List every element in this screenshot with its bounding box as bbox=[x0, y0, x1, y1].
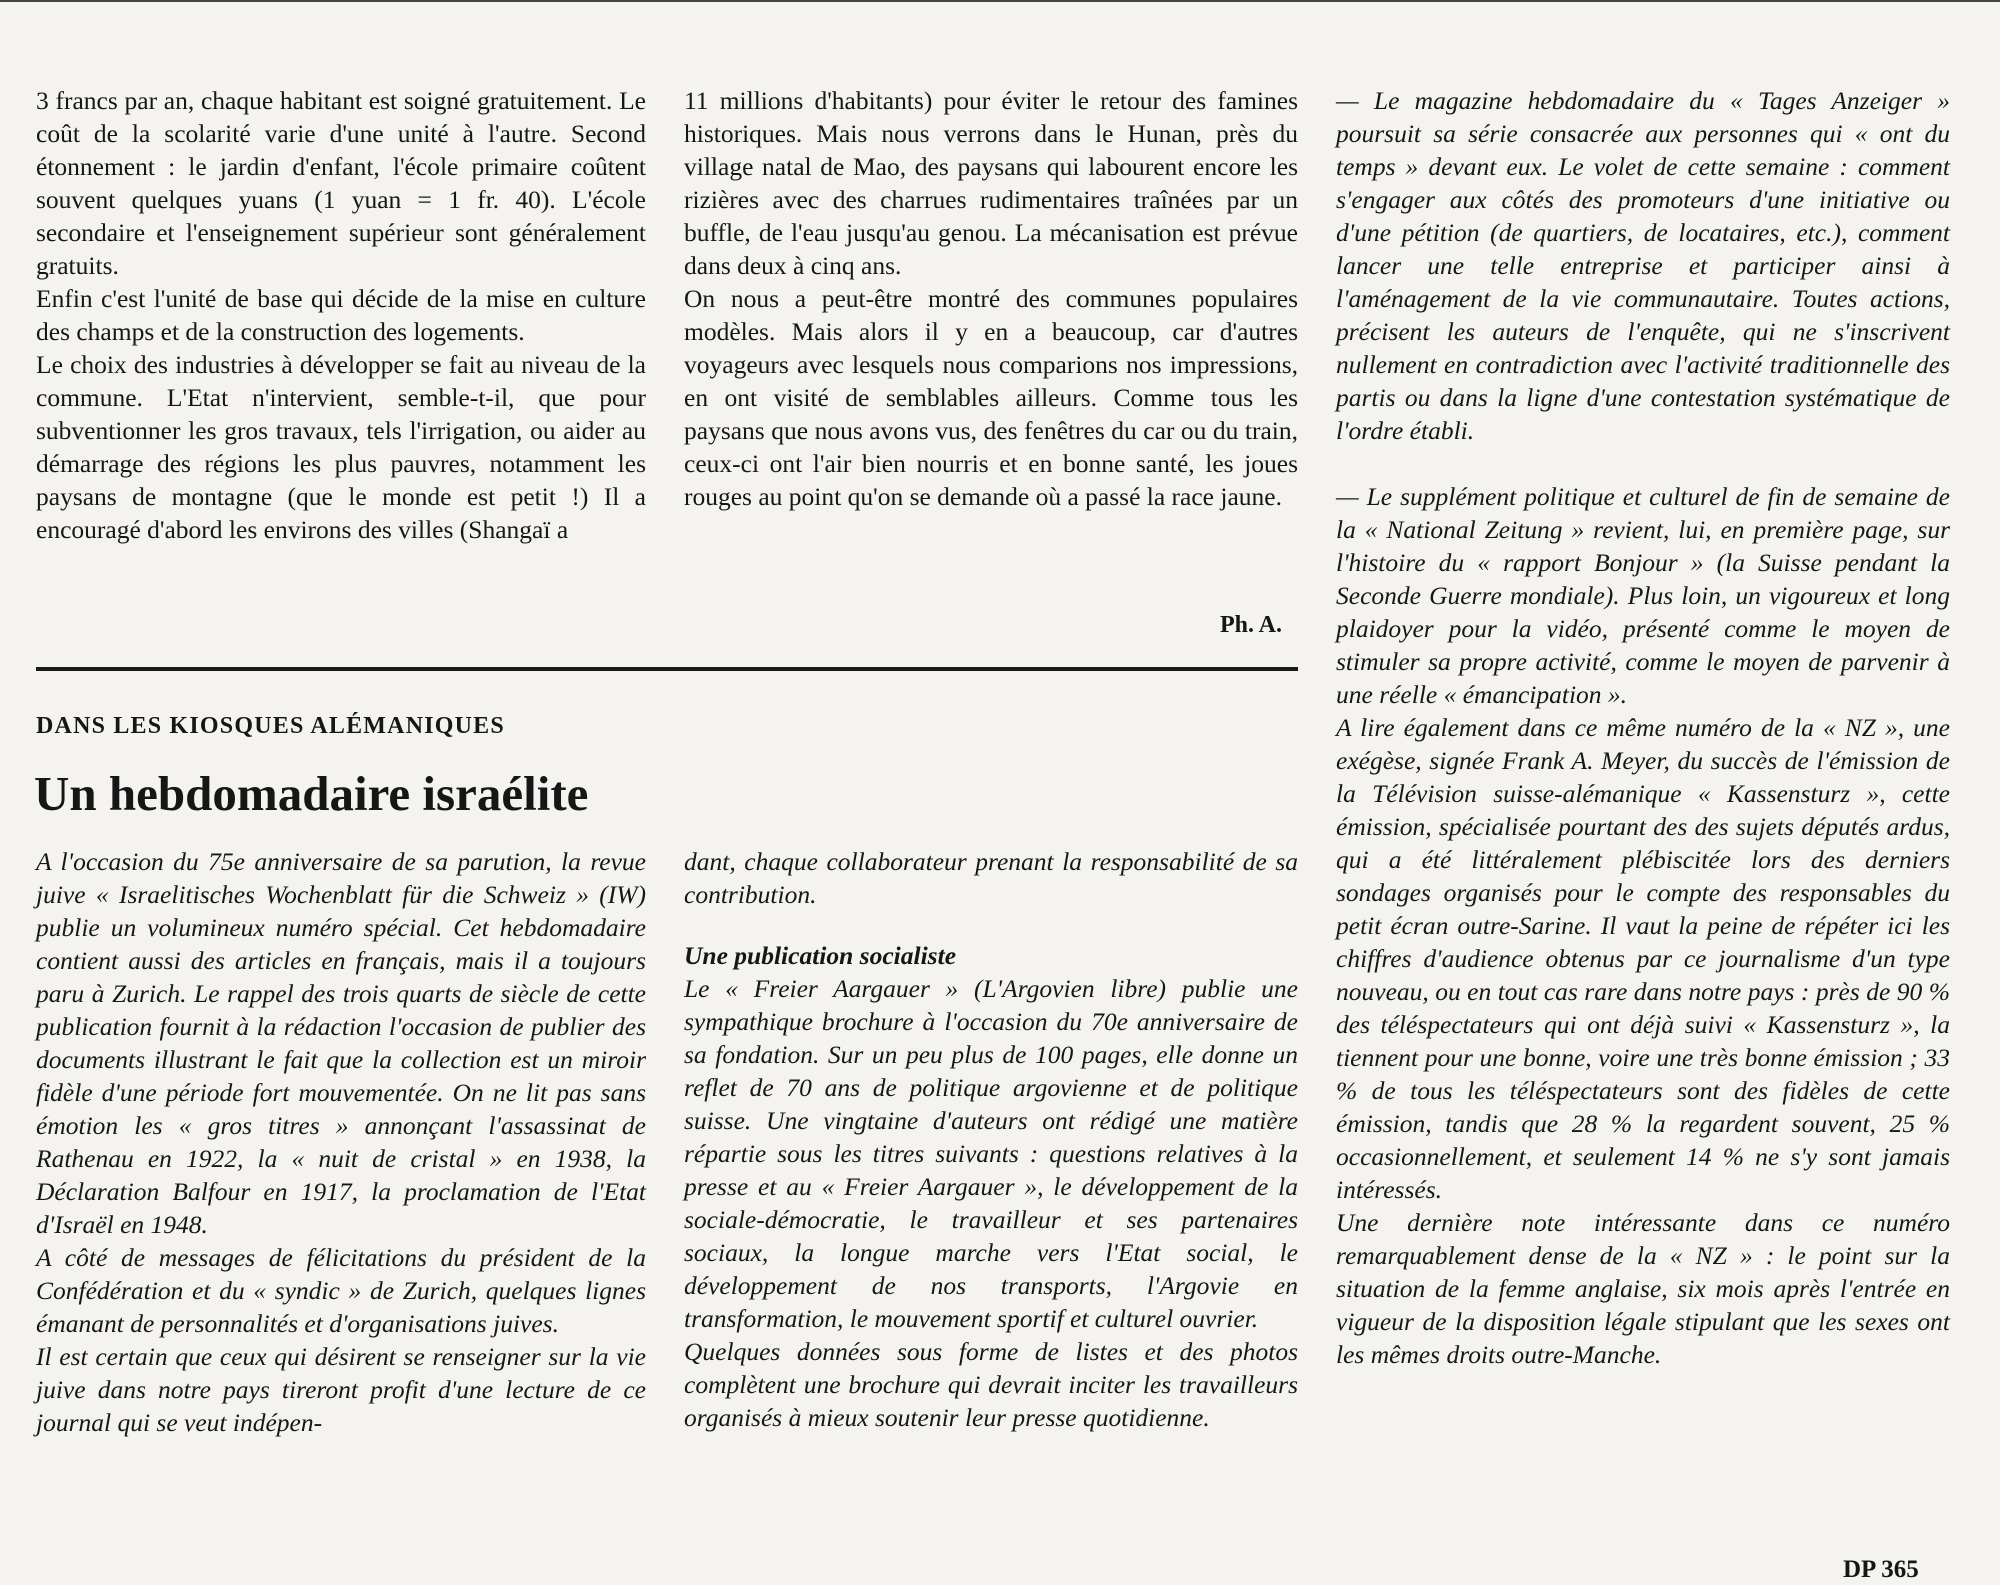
paragraph: Le « Freier Aargauer » (L'Argovien libre) publie une sympathique brochure à l'occasion du 70e anniversaire de sa fondation. Sur un peu plus de 100 pages, elle donne un reflet de 70 ans de politique argovienne et de politique suisse. Une vingtaine d'auteurs ont rédigé une matière répartie sous les titres suivants : questions relatives à la presse et au « Freier Aargauer », le développement de la sociale-démocratie, le travailleur et ses partenaires sociaux, la longue marche vers l'Etat social, le développement de nos transports, l'Argovie en transformation, le mouvement sportif et culturel ouvrier. bbox=[684, 974, 1298, 1333]
paragraph: 11 millions d'habitants) pour éviter le retour des famines historiques. Mais nous verrons dans le Hunan, près du village natal de Mao, des paysans qui labourent encore les rizières avec des charrues rudimentaires traînées par un buffle, de l'eau jusqu'au genou. La mécanisation est prévue dans deux à cinq ans. bbox=[684, 86, 1298, 280]
article2-column-middle bbox=[684, 845, 1298, 1434]
section-kicker: DANS LES KIOSQUES ALÉMANIQUES bbox=[36, 713, 505, 739]
paragraph: A côté de messages de félicitations du président de la Confédération et du « syndic » de Zurich, quelques lignes émanant de personnalités et d'organisations juives. bbox=[36, 1243, 646, 1338]
top-rule bbox=[0, 0, 2000, 2]
paragraph: Il est certain que ceux qui désirent se renseigner sur la vie juive dans notre pays tireront profit d'une lecture de ce journal qui se veut indépen- bbox=[36, 1342, 646, 1437]
paragraph: A l'occasion du 75e anniversaire de sa parution, la revue juive « Israelitisches Wochenblatt für die Schweiz » (IW) publie un volumineux numéro spécial. Cet hebdomadaire contient aussi des articles en français, mais il a toujours paru à Zurich. Le rappel des trois quarts de siècle de cette publication fournit à la rédaction l'occasion de publier des documents illustrant le fait que la collection est un miroir fidèle d'une période fort mouvementée. On ne lit pas sans émotion les « gros titres » annonçant l'assassinat de Rathenau en 1922, la « nuit de cristal » en 1938, la Déclaration Balfour en 1917, la proclamation de l'Etat d'Israël en 1948. bbox=[36, 847, 646, 1239]
author-signature: Ph. A. bbox=[1220, 612, 1283, 638]
paragraph: On nous a peut-être montré des communes populaires modèles. Mais alors il y en a beaucoup, car d'autres voyageurs avec lesquels nous comparions nos impressions, en ont visité de semblables ailleurs. Comme tous les paysans que nous avons vus, des fenêtres du car ou du train, ceux-ci ont l'air bien nourris et en bonne santé, les joues rouges au point qu'on se demande où a passé la race jaune. bbox=[684, 284, 1298, 511]
paragraph: Une dernière note intéressante dans ce numéro remarquablement dense de la « NZ » : le point sur la situation de la femme anglaise, six mois après l'entrée en vigueur de la disposition légale stipulant que les sexes ont les mêmes droits outre-Manche. bbox=[1336, 1208, 1950, 1369]
paragraph: Enfin c'est l'unité de base qui décide de la mise en culture des champs et de la construction des logements. bbox=[36, 284, 646, 346]
paragraph: A lire également dans ce même numéro de la « NZ », une exégèse, signée Frank A. Meyer, du succès de l'émission de la Télévision suisse-alémanique « Kassensturz », cette émission, spécialisée pourtant des des sujets députés ardus, qui a été littéralement plébiscitée lors des derniers sondages organisés pour le compte des responsables du petit écran outre-Sarine. Il vaut la peine de répéter ici les chiffres d'audience obtenus par ce journalisme d'un type nouveau, ou en tout cas rare dans notre pays : près de 90 % des téléspectateurs qui ont déjà suivi « Kassensturz », la tiennent pour une bonne, voire une très bonne émission ; 33 % de tous les téléspectateurs sont des fidèles de cette émission, tandis que 28 % la regardent souvent, 25 % occasionnellement, et seulement 14 % ne s'y sont jamais intéressés. bbox=[1336, 713, 1950, 1204]
paragraph: dant, chaque collaborateur prenant la responsabilité de sa contribution. bbox=[684, 847, 1298, 909]
paragraph: 3 francs par an, chaque habitant est soigné gratuitement. Le coût de la scolarité varie d'une unité à l'autre. Second étonnement : le jardin d'enfant, l'école primaire coûtent souvent quelques yuans (1 yuan = 1 fr. 40). L'école secondaire et l'enseignement supérieur sont généralement gratuits. bbox=[36, 86, 646, 280]
article1-column-left bbox=[36, 84, 646, 546]
article1-column-middle bbox=[684, 84, 1298, 513]
subheading: Une publication socialiste bbox=[684, 941, 957, 970]
page-number: DP 365 bbox=[1843, 1556, 1919, 1583]
paragraph: — Le magazine hebdomadaire du « Tages Anzeiger » poursuit sa série consacrée aux personnes qui « ont du temps » devant eux. Le volet de cette semaine : comment s'engager aux côtés des promoteurs d'une initiative ou d'une pétition (de quartiers, de locataires, etc.), comment lancer une telle entreprise et participer ainsi à l'aménagement de la vie communautaire. Toutes actions, précisent les auteurs de l'enquête, qui ne s'inscrivent nullement en contradiction avec l'activité traditionnelle des partis ou dans la ligne d'une contestation systématique de l'ordre établi. bbox=[1336, 86, 1950, 445]
article-headline: Un hebdomadaire israélite bbox=[34, 766, 589, 821]
right-column bbox=[1336, 84, 1950, 1371]
paragraph: Quelques données sous forme de listes et des photos complètent une brochure qui devrait inciter les travailleurs organisés à mieux soutenir leur presse quotidienne. bbox=[684, 1337, 1298, 1432]
paragraph: Le choix des industries à développer se fait au niveau de la commune. L'Etat n'intervient, semble-t-il, que pour subventionner les gros travaux, tels l'irrigation, ou aider au démarrage des régions les plus pauvres, notamment les paysans de montagne (que le monde est petit !) Il a encouragé d'abord les environs des villes (Shangaï a bbox=[36, 350, 646, 544]
paragraph: — Le supplément politique et culturel de fin de semaine de la « National Zeitung » revient, lui, en première page, sur l'histoire du « rapport Bonjour » (la Suisse pendant la Seconde Guerre mondiale). Plus loin, un vigoureux et long plaidoyer pour la vidéo, présenté comme le moyen de stimuler sa propre activité, comme le moyen de parvenir à une réelle « émancipation ». bbox=[1336, 482, 1950, 709]
section-divider bbox=[36, 667, 1298, 671]
article2-column-left bbox=[36, 845, 646, 1439]
